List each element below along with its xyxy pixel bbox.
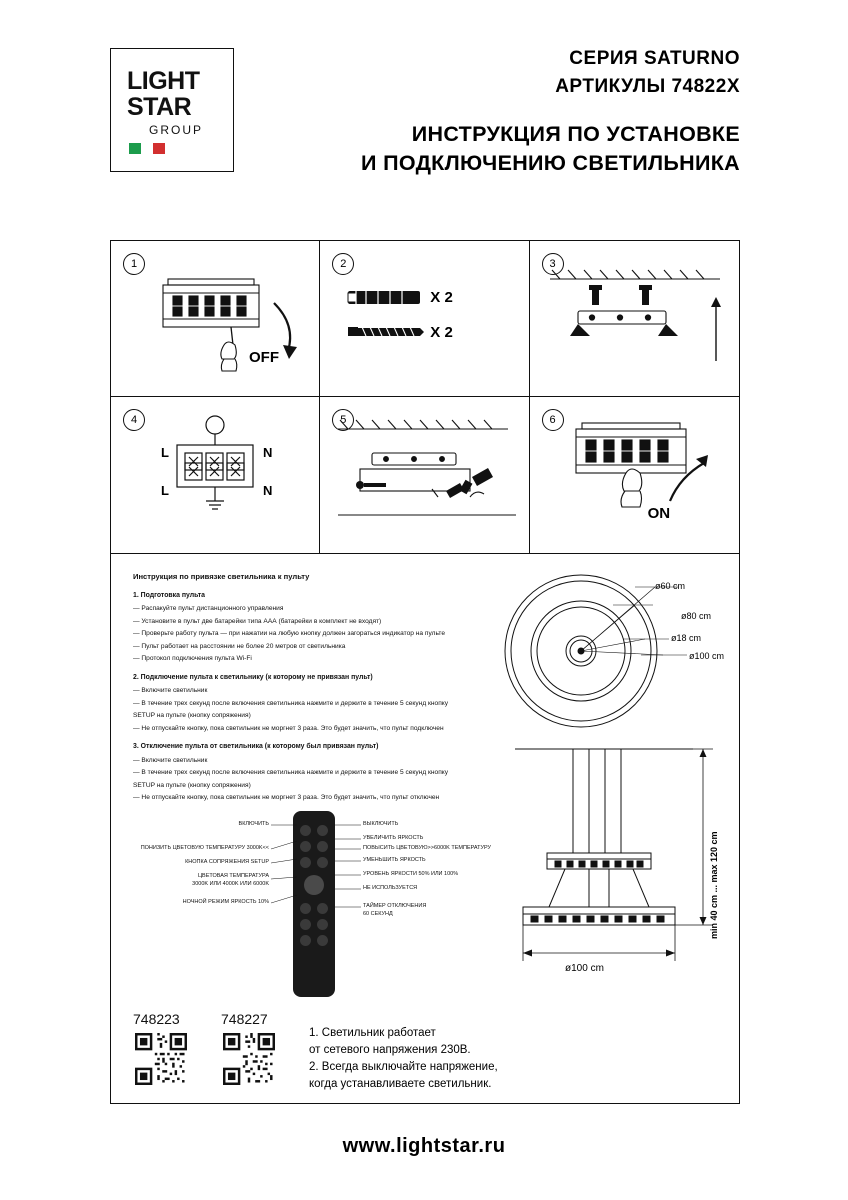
callout-timer-seconds: 60 СЕКУНД [363, 911, 393, 917]
page-title-line-2: И ПОДКЛЮЧЕНИЮ СВЕТИЛЬНИКА [361, 151, 740, 175]
section1-line-2: — Установите в пульт две батарейки типа ААА (батарейки в комплект не входят) [133, 617, 382, 625]
callout-power-on: ВКЛЮЧИТЬ [238, 821, 269, 827]
note-4: когда устанавливаете светильник. [309, 1078, 492, 1090]
brand-logo [110, 48, 234, 172]
section1-line-1: — Распакуйте пульт дистанционного управления [133, 605, 284, 612]
page-title-line-1: ИНСТРУКЦИЯ ПО УСТАНОВКЕ [411, 122, 740, 146]
step-number-4: 4 [123, 409, 145, 431]
series-name: СЕРИЯ SATURNO [569, 48, 740, 69]
section3-heading: 3. Отключение пульта от светильника (к которому был привязан пульт) [133, 743, 379, 750]
step-6-illustration [530, 397, 739, 553]
callout-brightness-up: УВЕЛИЧИТЬ ЯРКОСТЬ [363, 835, 424, 841]
italy-flag-icon [129, 143, 165, 154]
section1-line-4: — Пульт работает на расстоянии не более 20 метров от светильника [133, 642, 346, 650]
page-header [110, 48, 740, 188]
step-1-illustration [111, 241, 320, 397]
callout-night-mode: НОЧНОЙ РЕЖИМ ЯРКОСТЬ 10% [182, 899, 269, 905]
step-6-label: ON [647, 505, 671, 522]
callout-timer: ТАЙМЕР ОТКЛЮЧЕНИЯ [363, 903, 427, 909]
logo-line-1: LIGHT [127, 67, 200, 95]
dimension-100cm: ø100 cm [689, 651, 725, 661]
pairing-title: Инструкция по привязке светильника к пульту [133, 572, 310, 581]
note-3: 2. Всегда выключайте напряжение, [309, 1061, 498, 1073]
step-4-terminal-N-top: N [263, 445, 273, 460]
step-cell-5 [320, 397, 529, 553]
footer-website[interactable]: www.lightstar.ru [342, 1135, 506, 1157]
section2-line-1: — Включите светильник [133, 687, 208, 694]
step-1-label: OFF [249, 349, 279, 366]
logo-group-text: GROUP [149, 123, 204, 137]
pairing-instructions [133, 571, 503, 805]
dimension-60cm: ø60 cm [655, 581, 686, 591]
section3-line-3: SETUP на пульте (кнопку сопряжения) [133, 781, 251, 789]
qr-code-748227[interactable] [223, 1033, 275, 1085]
step-number-5: 5 [332, 409, 354, 431]
note-2: от сетевого напряжения 230В. [309, 1044, 471, 1056]
dimension-base-diameter: ø100 cm [565, 963, 604, 974]
callout-temp-down: ПОНИЗИТЬ ЦВЕТОВУЮ ТЕМПЕРАТУРУ 3000K<< [140, 845, 269, 851]
section-divider [111, 553, 739, 554]
step-cell-4 [111, 397, 320, 553]
article-number: АРТИКУЛЫ 74822X [555, 76, 740, 97]
step-cell-2 [320, 241, 529, 397]
section3-line-4: — Не отпускайте кнопку, пока светильник не моргнет 3 раза. Это будет значить, что пульт отключен [133, 794, 440, 801]
section2-line-4: — Не отпускайте кнопку, пока светильник не моргнет 3 раза. Это будет значить, что пульт подключен [133, 724, 444, 732]
step-4-terminal-N-bottom: N [263, 483, 273, 498]
step-4-terminal-L-top: L [161, 445, 169, 460]
note-1: 1. Светильник работает [309, 1027, 436, 1039]
callout-brightness-level: УРОВЕНЬ ЯРКОСТИ 50% ИЛИ 100% [363, 871, 459, 877]
callout-temp-up: ПОВЫСИТЬ ЦВЕТОВУЮ>>6000K ТЕМПЕРАТУРУ [363, 845, 492, 851]
step-cell-1 [111, 241, 320, 397]
step-5-illustration [320, 397, 529, 553]
logo-inner [119, 57, 227, 165]
step-2-quantity-1: X 2 [430, 289, 453, 306]
step-2-illustration [320, 241, 529, 397]
section1-heading: 1. Подготовка пульта [133, 591, 205, 599]
safety-notes [309, 1025, 498, 1093]
content-frame [110, 240, 740, 1104]
dimension-18cm: ø18 cm [671, 633, 702, 643]
callout-color-temp-values: 3000K ИЛИ 4000K ИЛИ 6000K [192, 881, 269, 887]
callout-power-off: ВЫКЛЮЧИТЬ [363, 821, 399, 827]
step-2-quantity-2: X 2 [430, 324, 453, 341]
callout-setup: КНОПКА СОПРЯЖЕНИЯ SETUP [185, 859, 269, 865]
section3-line-1: — Включите светильник [133, 756, 208, 764]
section3-line-2: — В течение трех секунд после включения светильника нажмите и держите в течение 5 секунд кнопку [133, 769, 449, 776]
step-number-1: 1 [123, 253, 145, 275]
code-label-2: 748227 [221, 1011, 268, 1027]
callout-brightness-down: УМЕНЬШИТЬ ЯРКОСТЬ [363, 857, 426, 863]
section1-line-3: — Проверьте работу пульта — при нажатии на любую кнопку должен загораться индикатор на пульте [133, 630, 446, 637]
section1-line-5: — Протокол подключения пульта Wi-Fi [133, 655, 252, 662]
bottom-section [111, 553, 739, 1103]
header-text-block [280, 48, 740, 178]
side-view-drawing [503, 741, 739, 1041]
steps-grid [111, 241, 739, 553]
section2-heading: 2. Подключение пульта к светильнику (к которому не привязан пульт) [133, 673, 373, 681]
step-number-6: 6 [542, 409, 564, 431]
product-dimensions-diagram [503, 563, 739, 1103]
remote-control-diagram [121, 803, 511, 1003]
dimension-80cm: ø80 cm [681, 611, 712, 621]
qr-code-748223[interactable] [135, 1033, 187, 1085]
dimension-height: min 40 cm ... max 120 cm [709, 831, 719, 939]
code-label-1: 748223 [133, 1011, 180, 1027]
section2-line-2: — В течение трех секунд после включения светильника нажмите и держите в течение 5 секунд кнопку [133, 699, 449, 707]
step-4-illustration [111, 397, 320, 553]
step-4-terminal-L-bottom: L [161, 483, 169, 498]
section2-line-3: SETUP на пульте (кнопку сопряжения) [133, 712, 251, 719]
callout-color-temp: ЦВЕТОВАЯ ТЕМПЕРАТУРА [197, 873, 269, 879]
step-cell-6 [530, 397, 739, 553]
step-number-3: 3 [542, 253, 564, 275]
step-number-2: 2 [332, 253, 354, 275]
step-cell-3 [530, 241, 739, 397]
logo-line-2: STAR [127, 93, 192, 121]
callout-unused: НЕ ИСПОЛЬЗУЕТСЯ [363, 885, 418, 891]
step-3-illustration [530, 241, 739, 397]
